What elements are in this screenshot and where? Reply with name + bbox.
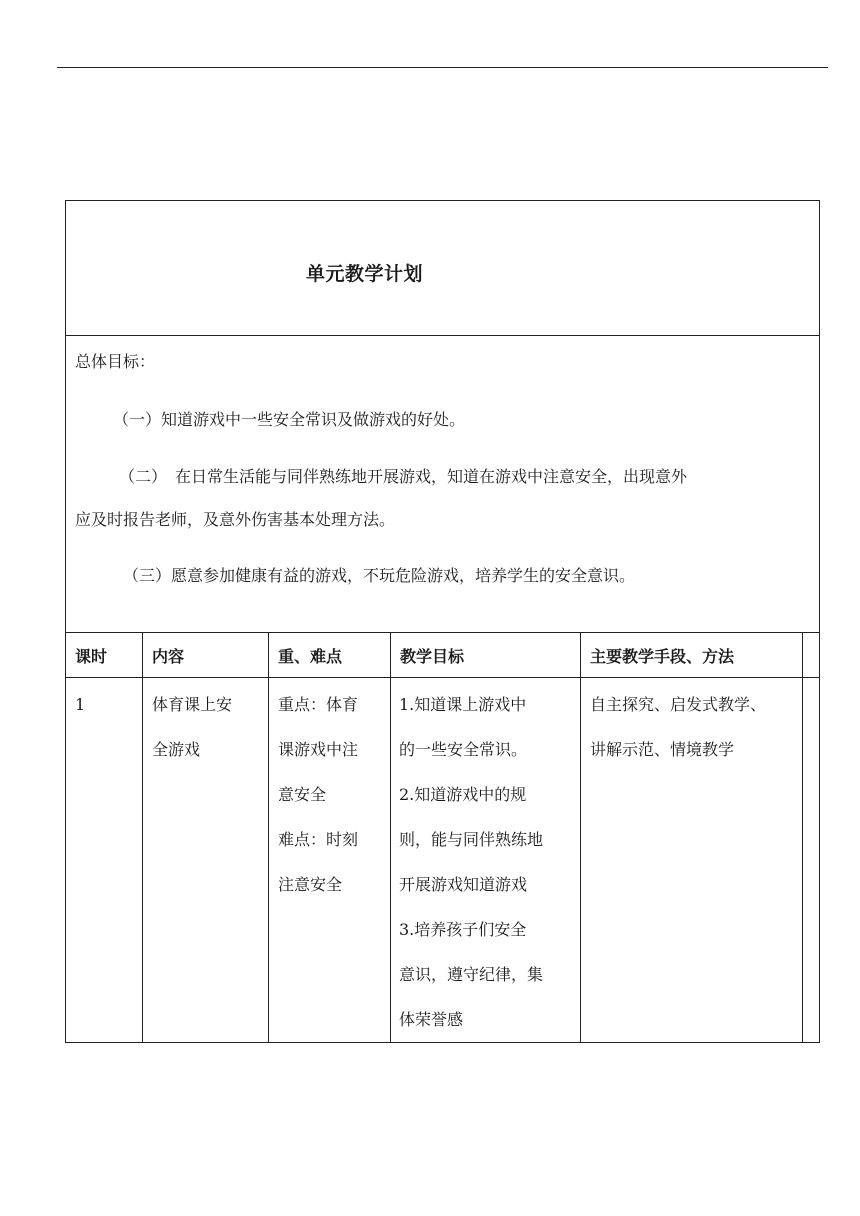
unit-plan-table [65, 200, 820, 1043]
key-point-line: 重点：体育 [278, 695, 359, 714]
header-rule [57, 67, 828, 68]
key-point-line: 意安全 [278, 785, 327, 804]
goal-3: （三）愿意参加健康有益的游戏，不玩危险游戏，培养学生的安全意识。 [123, 566, 636, 585]
document-title: 单元教学计划 [306, 263, 424, 285]
extra-cell [803, 678, 820, 1043]
method-line: 讲解示范、情境教学 [590, 740, 735, 759]
header-key-points: 重、难点 [269, 633, 391, 678]
goal-2 [66, 434, 819, 534]
content-line: 全游戏 [152, 740, 201, 759]
header-extra [803, 633, 820, 678]
objective-line: 3.培养孩子们安全 [399, 920, 527, 939]
method-line: 自主探究、启发式教学、 [590, 695, 767, 714]
objective-line: 开展游戏知道游戏 [399, 875, 528, 894]
goal-2-line-1: （二） 在日常生活能与同伴熟练地开展游戏，知道在游戏中注意安全，出现意外 [119, 467, 688, 486]
objective-line: 意识，遵守纪律，集 [399, 965, 544, 984]
title-cell [66, 201, 820, 336]
lesson-number: 1 [75, 695, 86, 714]
goal-1: （一）知道游戏中一些安全常识及做游戏的好处。 [113, 410, 466, 429]
objective-line: 的一些安全常识。 [399, 740, 528, 759]
key-point-line: 课游戏中注 [278, 740, 359, 759]
objective-line: 2.知道游戏中的规 [399, 785, 527, 804]
header-objectives: 教学目标 [391, 633, 581, 678]
goal-2-line-2: 应及时报告老师，及意外伤害基本处理方法。 [75, 510, 396, 529]
key-point-line: 难点：时刻 [278, 830, 359, 849]
table-header-row [66, 633, 820, 678]
key-points-cell [269, 678, 391, 1043]
objective-line: 则，能与同伴熟练地 [399, 830, 544, 849]
methods-cell [581, 678, 803, 1043]
header-content: 内容 [143, 633, 269, 678]
content-line: 体育课上安 [152, 695, 233, 714]
objective-line: 1.知道课上游戏中 [399, 695, 527, 714]
content-cell [143, 678, 269, 1043]
objectives-cell [391, 678, 581, 1043]
table-row [66, 678, 820, 1043]
overall-goals-cell [66, 336, 820, 633]
lesson-cell [66, 678, 143, 1043]
header-methods: 主要教学手段、方法 [581, 633, 803, 678]
overall-goals-heading: 总体目标： [75, 352, 156, 371]
objective-line: 体荣誉感 [399, 1010, 464, 1029]
key-point-line: 注意安全 [278, 875, 343, 894]
header-lesson: 课时 [66, 633, 143, 678]
